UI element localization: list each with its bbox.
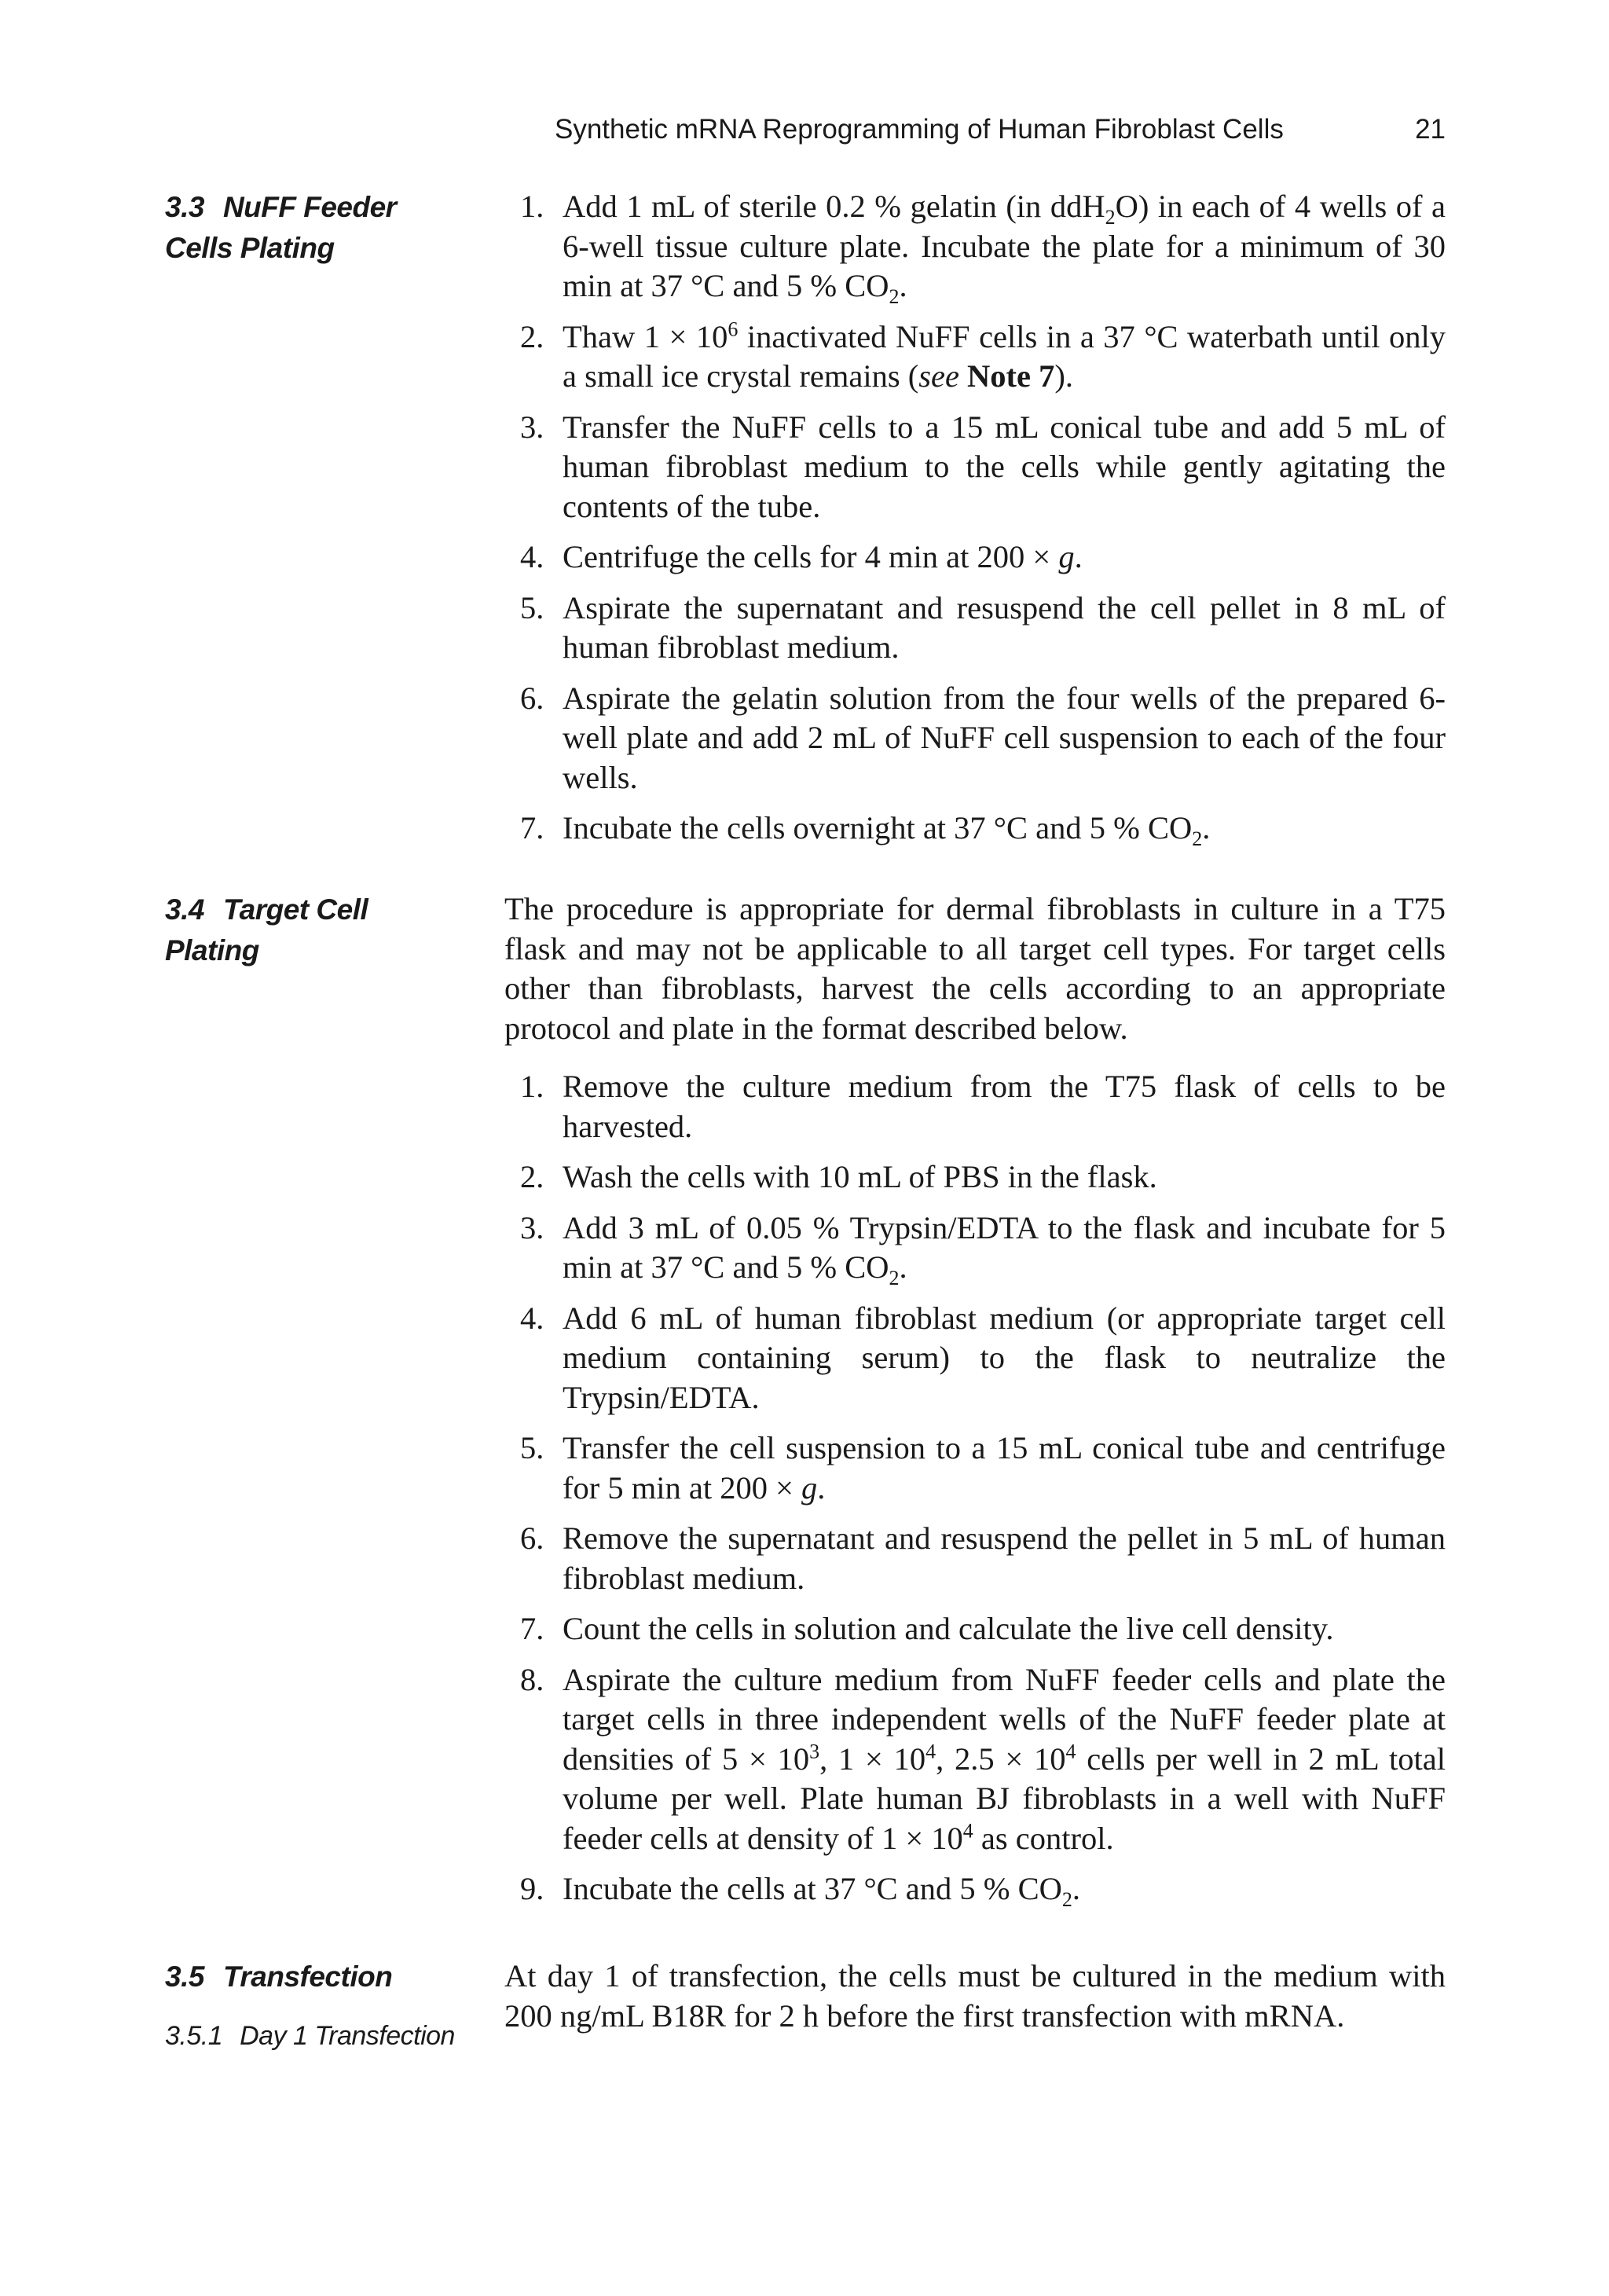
g-force-unit: g (1058, 539, 1075, 574)
transfection-paragraph: At day 1 of transfection, the cells must be cultured in the medium with 200 ng/mL B18R for 2 h before the first transfection with mRNA. (504, 1958, 1446, 2034)
list-item (504, 589, 1446, 668)
step-text: inactivated NuFF cells in a 37 °C waterbath until only a small ice crystal remains ( (563, 318, 1446, 394)
section-title-line2: Plating (165, 934, 259, 966)
subscript: 2 (889, 285, 900, 309)
subsection-number: 3.5.1 (165, 2021, 223, 2051)
section-number: 3.4 (165, 893, 204, 926)
list-item (504, 809, 1446, 849)
section-title: Transfection (222, 1960, 393, 1993)
step-number: 7. (520, 810, 544, 845)
list-item (504, 1660, 1446, 1859)
list-item (504, 1209, 1446, 1288)
section-3-3-heading (165, 187, 479, 269)
list-item (504, 317, 1446, 397)
step-number: 9. (520, 1871, 544, 1906)
subscript: 2 (889, 1267, 900, 1290)
list-item (504, 187, 1446, 309)
step-number: 4. (520, 539, 544, 574)
step-number: 8. (520, 1661, 544, 1697)
superscript: 4 (925, 1740, 936, 1762)
step-text: , 1 × 10 (819, 1740, 926, 1777)
step-text: Count the cells in solution and calculate the live cell density. (563, 1611, 1334, 1646)
step-text: . (899, 268, 907, 303)
running-head (555, 110, 1446, 149)
list-item (504, 1429, 1446, 1508)
see-reference: see (918, 358, 959, 394)
step-text: Thaw 1 × 10 (563, 318, 728, 354)
step-number: 5. (520, 1430, 544, 1465)
nuff-plating-steps (504, 187, 1446, 849)
subscript: 2 (1105, 206, 1116, 229)
list-item (504, 408, 1446, 527)
list-item (504, 1519, 1446, 1598)
step-text: cells per well in 2 mL total volume per well. Plate human BJ fibroblasts in a well with NuFF feeder cells at density of 1 × 10 (563, 1740, 1446, 1856)
subscript: 2 (1192, 827, 1203, 851)
note-reference[interactable]: Note 7 (967, 358, 1055, 394)
superscript: 6 (728, 317, 739, 340)
step-text: . (1074, 539, 1083, 574)
step-number: 7. (520, 1611, 544, 1646)
step-text: O) in each of 4 wells of a 6-well tissue culture plate. Incubate the plate for a minimum of 30 min at 37 °C and 5 % CO (563, 189, 1446, 303)
step-number: 3. (520, 409, 544, 445)
step-text: Transfer the cell suspension to a 15 mL conical tube and centrifuge for 5 min at 200 × (563, 1430, 1446, 1506)
step-number: 4. (520, 1300, 544, 1336)
step-text: Remove the supernatant and resuspend the pellet in 5 mL of human fibroblast medium. (563, 1520, 1446, 1596)
section-intro: The procedure is appropriate for dermal fibroblasts in culture in a T75 flask and may not be applicable to all target cell types. For target cells other than fibroblasts, harvest the cells according to an appropriate protocol and plate in the format described below. (504, 891, 1446, 1046)
step-text: ). (1054, 358, 1074, 394)
subsection-title: Day 1 Transfection (240, 2021, 455, 2051)
section-3-4-body (504, 889, 1446, 1920)
step-text: Remove the culture medium from the T75 flask of cells to be harvested. (563, 1069, 1446, 1144)
step-number: 6. (520, 680, 544, 716)
step-number: 1. (520, 189, 544, 224)
step-text: Incubate the cells at 37 °C and 5 % CO (563, 1871, 1062, 1906)
list-item (504, 679, 1446, 798)
step-text: . (1202, 810, 1211, 845)
superscript: 4 (962, 1819, 973, 1842)
step-text: Incubate the cells overnight at 37 °C and 5 % CO (563, 810, 1193, 845)
step-number: 6. (520, 1520, 544, 1556)
section-3-3-body (504, 187, 1446, 860)
step-number: 2. (520, 318, 544, 354)
step-text: . (817, 1469, 826, 1506)
subscript: 2 (1061, 1888, 1072, 1912)
superscript: 3 (809, 1740, 820, 1762)
step-text: Aspirate the gelatin solution from the four wells of the prepared 6-well plate and add 2 mL of NuFF cell suspension to each of the four wells. (563, 680, 1446, 795)
step-text: Add 3 mL of 0.05 % Trypsin/EDTA to the flask and incubate for 5 min at 37 °C and 5 % CO (563, 1209, 1446, 1285)
list-item (504, 1609, 1446, 1649)
step-text: Aspirate the culture medium from NuFF feeder cells and plate the target cells in three independent wells of the NuFF feeder plate at densities of 5 × 10 (563, 1661, 1446, 1777)
step-number: 1. (520, 1069, 544, 1104)
list-item (504, 537, 1446, 578)
step-text: Wash the cells with 10 mL of PBS in the flask. (563, 1159, 1157, 1194)
step-text: Aspirate the supernatant and resuspend the cell pellet in 8 mL of human fibroblast medium. (563, 589, 1446, 665)
section-number: 3.5 (165, 1960, 204, 1993)
g-force-unit: g (801, 1469, 818, 1506)
step-number: 3. (520, 1209, 544, 1245)
step-text: Add 6 mL of human fibroblast medium (or appropriate target cell medium containing serum) to the flask to neutralize the Trypsin/EDTA. (563, 1300, 1446, 1415)
list-item (504, 1299, 1446, 1418)
list-item (504, 1157, 1446, 1198)
page-number: 21 (1415, 114, 1446, 145)
section-title-line2: Cells Plating (165, 232, 335, 264)
subsection-3-5-1-heading (165, 2016, 479, 2056)
section-3-4-heading (165, 889, 479, 971)
section-number: 3.3 (165, 191, 204, 223)
step-text: as control. (973, 1820, 1114, 1856)
target-plating-steps (504, 1067, 1446, 1912)
section-title-line1: NuFF Feeder (222, 191, 397, 223)
list-item (504, 1067, 1446, 1146)
step-text: , 2.5 × 10 (936, 1740, 1066, 1777)
step-text: . (1072, 1871, 1081, 1906)
step-number: 2. (520, 1159, 544, 1194)
list-item (504, 1869, 1446, 1912)
step-text: Centrifuge the cells for 4 min at 200 × (563, 539, 1059, 574)
section-3-5-heading (165, 1957, 479, 1997)
step-number: 5. (520, 589, 544, 625)
step-text: Add 1 mL of sterile 0.2 % gelatin (in ddH (563, 189, 1105, 224)
running-head-title: Synthetic mRNA Reprogramming of Human Fibroblast Cells (555, 114, 1284, 145)
superscript: 4 (1065, 1740, 1076, 1762)
step-text: Transfer the NuFF cells to a 15 mL conical tube and add 5 mL of human fibroblast medium to the cells while gently agitating the contents of the tube. (563, 409, 1446, 524)
section-title-line1: Target Cell (222, 893, 368, 926)
section-3-5-body (504, 1957, 1446, 2036)
step-text: . (899, 1249, 907, 1285)
